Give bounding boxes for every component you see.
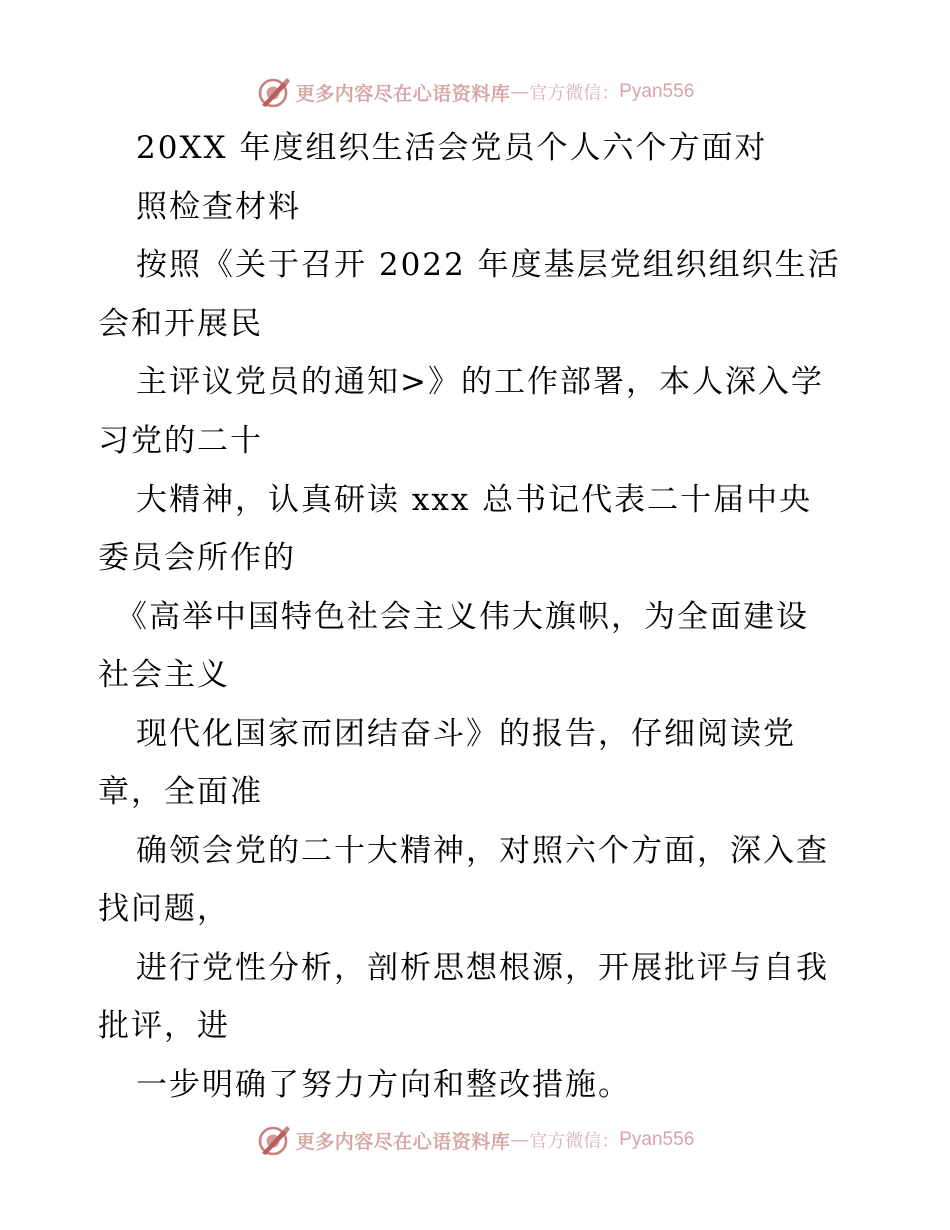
doc-line: 章，全面准 (98, 774, 263, 810)
pen-logo-icon (256, 1122, 292, 1158)
doc-line: 习党的二十 (98, 423, 263, 459)
doc-line: 批评，进 (98, 1008, 230, 1044)
doc-line: 进行党性分析，剖析思想根源，开展批评与自我 (136, 950, 829, 986)
watermark-footer (0, 1118, 950, 1162)
doc-line: 大精神，认真研读 xxx 总书记代表二十届中央 (136, 482, 813, 518)
watermark-label: 官方微信： (529, 83, 620, 104)
doc-line: 确领会党的二十大精神，对照六个方面，深入查 (136, 833, 829, 869)
watermark-separator: — (510, 1129, 530, 1151)
watermark-separator: — (510, 81, 530, 103)
doc-line: 社会主义 (98, 657, 230, 693)
watermark-wechat-id: Pyan556 (619, 1129, 695, 1150)
doc-title-line-2: 照检查材料 (136, 189, 301, 225)
watermark-text: 更多内容尽在心语资料库 (295, 82, 511, 105)
watermark-label: 官方微信： (529, 1131, 620, 1152)
doc-line: 主评议党员的通知>》的工作部署，本人深入学 (136, 364, 824, 400)
doc-line: 一步明确了努力方向和整改措施。 (136, 1067, 631, 1103)
doc-line: 委员会所作的 (98, 540, 296, 576)
doc-line: 找问题， (98, 891, 230, 927)
doc-line: 按照《关于召开 2022 年度基层党组织组织生活 (136, 247, 841, 283)
watermark-header (0, 70, 950, 114)
watermark-wechat-id: Pyan556 (619, 81, 695, 102)
doc-title-line-1: 20XX 年度组织生活会党员个人六个方面对 (136, 130, 768, 166)
doc-line: 会和开展民 (98, 306, 263, 342)
watermark-text: 更多内容尽在心语资料库 (295, 1130, 511, 1153)
doc-line: 现代化国家而团结奋斗》的报告，仔细阅读党 (136, 716, 796, 752)
pen-logo-icon (256, 74, 292, 110)
doc-line: 《高举中国特色社会主义伟大旗帜，为全面建设 (116, 599, 809, 635)
